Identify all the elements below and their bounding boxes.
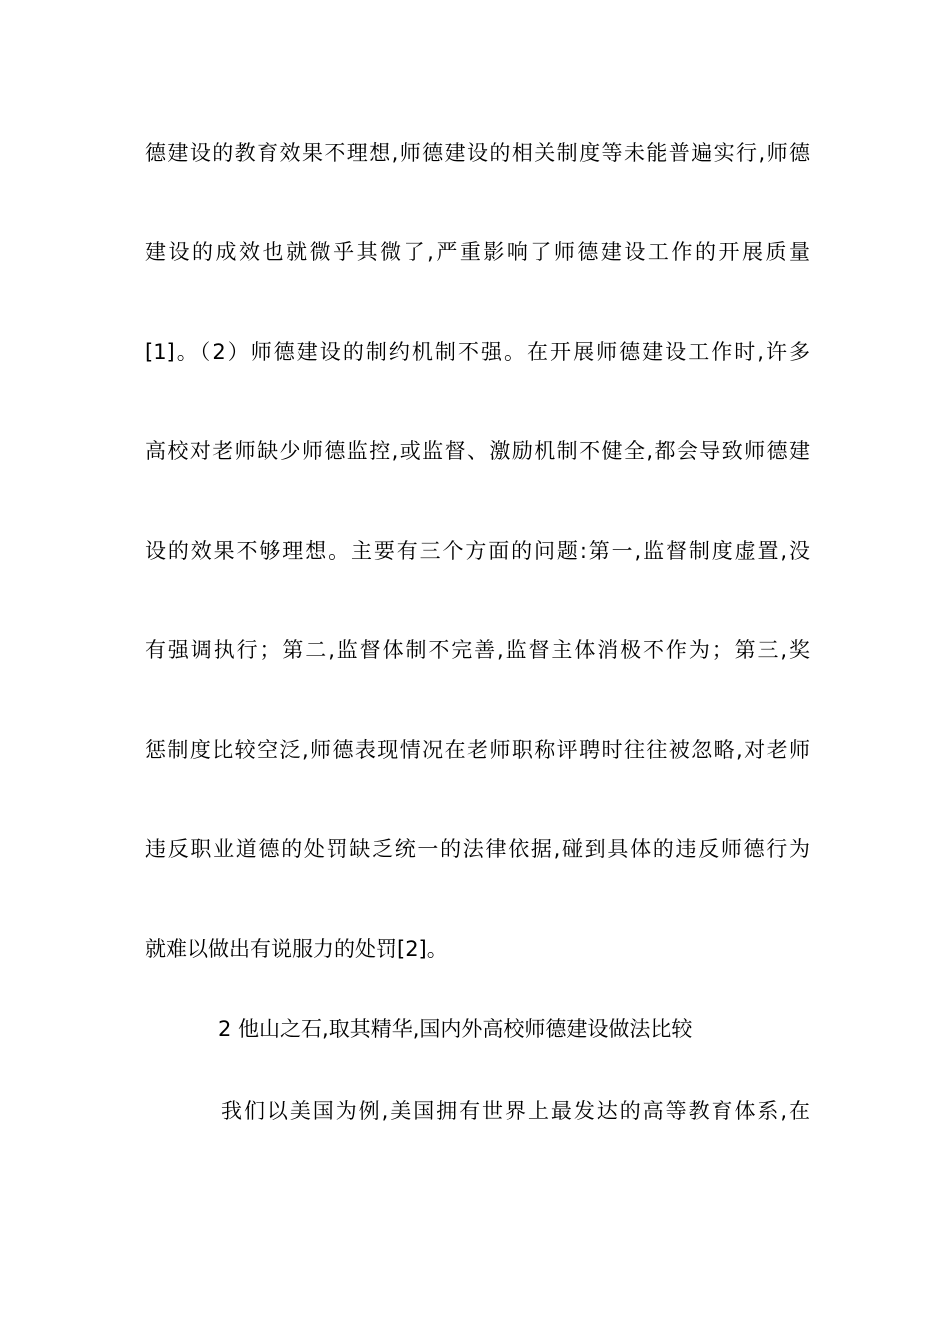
text-line-4: 高校对老师缺少师德监控,或监督、激励机制不健全,都会导致师德建 xyxy=(145,439,810,463)
text-line-3: [1]。（2）师德建设的制约机制不强。在开展师德建设工作时,许多 xyxy=(145,340,810,364)
text-line-1: 德建设的教育效果不理想,师德建设的相关制度等未能普遍实行,师德 xyxy=(145,141,810,165)
text-line-8: 违反职业道德的处罚缺乏统一的法律依据,碰到具体的违反师德行为 xyxy=(145,837,810,861)
section-heading: 2 他山之石,取其精华,国内外高校师德建设做法比较 xyxy=(218,1017,693,1041)
text-line-6: 有强调执行；第二,监督体制不完善,监督主体消极不作为；第三,奖 xyxy=(145,638,810,662)
text-line-9: 就难以做出有说服力的处罚[2]。 xyxy=(145,937,448,961)
text-line-7: 惩制度比较空泛,师德表现情况在老师职称评聘时往往被忽略,对老师 xyxy=(145,738,810,762)
text-line-5: 设的效果不够理想。主要有三个方面的问题:第一,监督制度虚置,没 xyxy=(145,539,810,563)
text-line-2: 建设的成效也就微乎其微了,严重影响了师德建设工作的开展质量 xyxy=(145,240,810,264)
paragraph-2-first-line: 我们以美国为例,美国拥有世界上最发达的高等教育体系,在 xyxy=(221,1099,810,1123)
